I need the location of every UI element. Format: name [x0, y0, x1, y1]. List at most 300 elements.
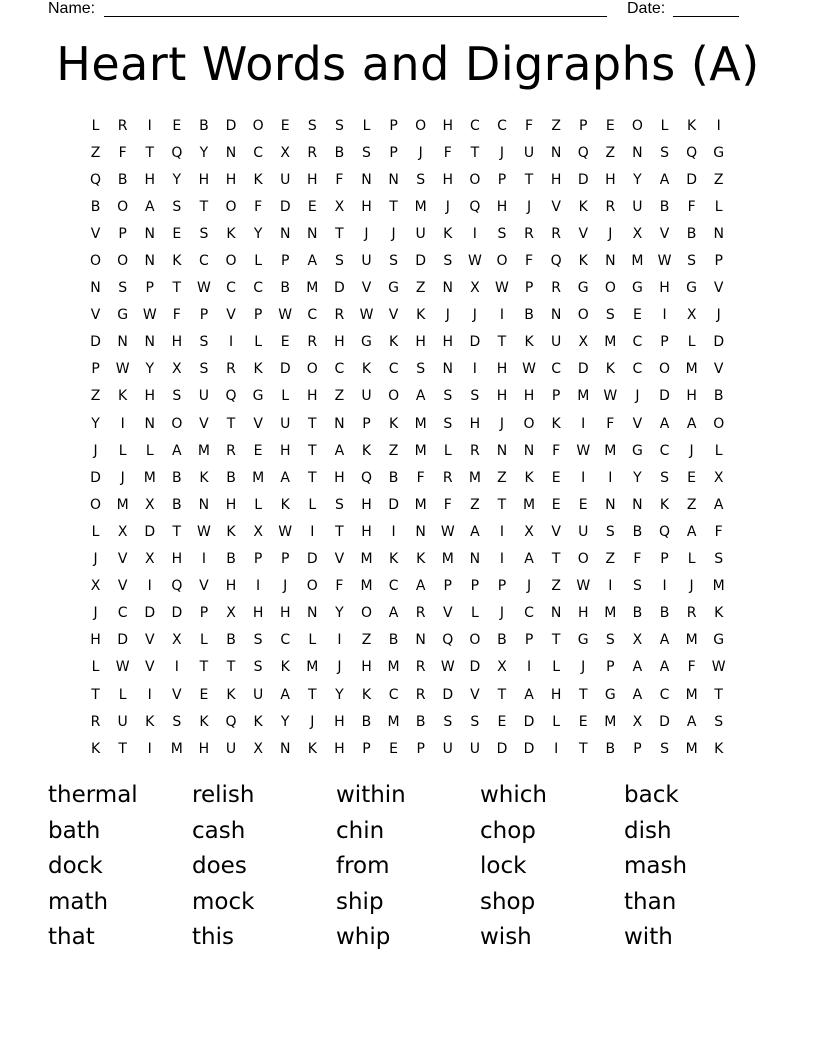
grid-cell[interactable]: M — [441, 551, 454, 568]
grid-cell[interactable]: U — [361, 253, 372, 270]
grid-cell[interactable]: W — [115, 361, 130, 378]
grid-cell[interactable]: P — [660, 334, 669, 351]
grid-cell[interactable]: I — [472, 361, 477, 378]
grid-cell[interactable]: R — [551, 225, 561, 242]
grid-cell[interactable]: A — [686, 523, 697, 540]
grid-cell[interactable]: E — [307, 198, 317, 215]
grid-cell[interactable]: V — [470, 686, 480, 703]
grid-cell[interactable]: D — [90, 334, 101, 351]
grid-cell[interactable]: J — [581, 659, 586, 676]
grid-cell[interactable]: Z — [686, 496, 697, 513]
grid-cell[interactable]: Q — [686, 144, 698, 161]
grid-cell[interactable]: D — [415, 253, 427, 270]
grid-cell[interactable]: A — [659, 659, 670, 676]
grid-cell[interactable]: C — [388, 686, 399, 703]
grid-cell[interactable]: M — [197, 442, 210, 459]
grid-cell[interactable]: E — [199, 686, 209, 703]
grid-cell[interactable]: P — [253, 307, 263, 324]
grid-cell[interactable]: S — [443, 253, 453, 270]
grid-cell[interactable]: S — [253, 659, 263, 676]
grid-cell[interactable]: I — [581, 469, 586, 486]
grid-cell[interactable]: W — [197, 280, 211, 297]
grid-cell[interactable]: P — [118, 225, 127, 242]
grid-cell[interactable]: V — [442, 605, 453, 622]
grid-cell[interactable]: J — [391, 225, 396, 242]
grid-cell[interactable]: P — [714, 253, 723, 270]
grid-cell[interactable]: I — [608, 578, 613, 595]
grid-cell[interactable]: W — [657, 253, 672, 270]
grid-cell[interactable]: H — [334, 334, 345, 351]
grid-cell[interactable]: O — [523, 415, 535, 432]
grid-cell[interactable]: D — [144, 605, 156, 622]
grid-cell[interactable]: A — [524, 551, 534, 568]
grid-cell[interactable]: V — [253, 415, 263, 432]
grid-cell[interactable]: L — [254, 253, 263, 270]
grid-cell[interactable]: J — [472, 307, 477, 324]
grid-cell[interactable]: U — [225, 740, 237, 757]
grid-cell[interactable]: T — [524, 171, 534, 188]
grid-cell[interactable]: L — [687, 551, 696, 568]
grid-cell[interactable]: M — [685, 632, 698, 649]
grid-cell[interactable]: Q — [225, 388, 237, 405]
grid-cell[interactable]: S — [389, 253, 399, 270]
grid-cell[interactable]: I — [120, 415, 125, 432]
grid-cell[interactable]: H — [415, 334, 426, 351]
grid-cell[interactable]: K — [416, 307, 426, 324]
grid-cell[interactable]: O — [713, 415, 725, 432]
grid-cell[interactable]: S — [416, 361, 426, 378]
grid-cell[interactable]: D — [225, 117, 237, 134]
grid-cell[interactable]: J — [120, 469, 125, 486]
grid-cell[interactable]: K — [253, 713, 263, 730]
grid-cell[interactable]: H — [686, 388, 697, 405]
grid-cell[interactable]: M — [523, 496, 536, 513]
grid-cell[interactable]: Y — [172, 171, 182, 188]
grid-cell[interactable]: L — [714, 198, 723, 215]
grid-cell[interactable]: L — [687, 334, 696, 351]
grid-cell[interactable]: W — [576, 578, 591, 595]
grid-cell[interactable]: D — [117, 632, 129, 649]
grid-cell[interactable]: D — [306, 551, 318, 568]
grid-cell[interactable]: H — [469, 415, 481, 432]
grid-cell[interactable]: S — [362, 144, 371, 161]
grid-cell[interactable]: M — [631, 253, 644, 270]
grid-cell[interactable]: L — [362, 117, 371, 134]
grid-cell[interactable]: T — [389, 198, 398, 215]
grid-cell[interactable]: F — [525, 253, 534, 270]
grid-cell[interactable]: V — [172, 686, 182, 703]
grid-cell[interactable]: T — [226, 415, 236, 432]
grid-cell[interactable]: F — [633, 551, 642, 568]
grid-cell[interactable]: I — [581, 415, 586, 432]
grid-cell[interactable]: M — [252, 469, 265, 486]
grid-cell[interactable]: A — [686, 713, 697, 730]
grid-cell[interactable]: S — [443, 388, 453, 405]
grid-cell[interactable]: A — [388, 605, 399, 622]
grid-cell[interactable]: L — [91, 659, 100, 676]
grid-cell[interactable]: T — [497, 686, 507, 703]
grid-cell[interactable]: N — [144, 253, 155, 270]
grid-cell[interactable]: G — [388, 280, 399, 297]
grid-cell[interactable]: W — [197, 523, 211, 540]
grid-cell[interactable]: S — [172, 198, 182, 215]
grid-cell[interactable]: D — [388, 496, 399, 513]
grid-cell[interactable]: Q — [577, 144, 589, 161]
grid-cell[interactable]: B — [226, 632, 236, 649]
grid-cell[interactable]: Y — [280, 713, 290, 730]
grid-cell[interactable]: S — [714, 551, 724, 568]
grid-cell[interactable]: R — [307, 334, 318, 351]
grid-cell[interactable]: K — [388, 551, 399, 568]
grid-cell[interactable]: Q — [659, 523, 671, 540]
grid-cell[interactable]: L — [660, 117, 669, 134]
grid-cell[interactable]: Z — [334, 388, 345, 405]
grid-cell[interactable]: D — [686, 171, 697, 188]
grid-cell[interactable]: C — [388, 361, 399, 378]
grid-cell[interactable]: P — [497, 578, 507, 595]
grid-cell[interactable]: S — [334, 117, 344, 134]
grid-cell[interactable]: J — [499, 144, 505, 161]
grid-cell[interactable]: I — [499, 307, 505, 324]
grid-cell[interactable]: H — [334, 740, 345, 757]
grid-cell[interactable]: F — [552, 442, 561, 459]
grid-cell[interactable]: X — [144, 551, 155, 568]
grid-cell[interactable]: O — [90, 253, 102, 270]
grid-cell[interactable]: Q — [469, 198, 481, 215]
grid-cell[interactable]: H — [361, 659, 372, 676]
grid-cell[interactable]: V — [144, 632, 155, 649]
grid-cell[interactable]: H — [550, 686, 562, 703]
grid-cell[interactable]: D — [334, 280, 345, 297]
grid-cell[interactable]: H — [334, 713, 345, 730]
grid-cell[interactable]: A — [632, 686, 643, 703]
grid-cell[interactable]: S — [199, 225, 209, 242]
grid-cell[interactable]: H — [225, 578, 237, 595]
grid-cell[interactable]: X — [90, 578, 101, 595]
grid-cell[interactable]: D — [90, 469, 101, 486]
grid-cell[interactable]: S — [253, 632, 263, 649]
grid-cell[interactable]: B — [632, 523, 643, 540]
grid-cell[interactable]: C — [307, 307, 318, 324]
grid-cell[interactable]: S — [605, 523, 615, 540]
grid-cell[interactable]: O — [577, 551, 589, 568]
grid-cell[interactable]: F — [118, 144, 127, 161]
grid-cell[interactable]: J — [445, 198, 450, 215]
grid-cell[interactable]: K — [361, 361, 372, 378]
grid-cell[interactable]: Q — [225, 713, 237, 730]
grid-cell[interactable]: X — [172, 361, 182, 378]
grid-cell[interactable]: H — [252, 605, 264, 622]
grid-cell[interactable]: T — [308, 686, 317, 703]
grid-cell[interactable]: T — [551, 551, 561, 568]
grid-cell[interactable]: M — [577, 388, 590, 405]
grid-cell[interactable]: I — [662, 578, 667, 595]
grid-cell[interactable]: K — [416, 551, 426, 568]
grid-cell[interactable]: U — [361, 388, 372, 405]
grid-cell[interactable]: K — [226, 686, 236, 703]
grid-cell[interactable]: I — [228, 334, 234, 351]
grid-cell[interactable]: P — [524, 280, 534, 297]
grid-cell[interactable]: K — [714, 740, 724, 757]
grid-cell[interactable]: H — [279, 442, 291, 459]
grid-cell[interactable]: W — [278, 523, 293, 540]
grid-cell[interactable]: M — [306, 280, 319, 297]
grid-cell[interactable]: I — [391, 523, 396, 540]
grid-cell[interactable]: X — [253, 740, 263, 757]
grid-cell[interactable]: T — [172, 523, 182, 540]
grid-cell[interactable]: C — [388, 578, 399, 595]
grid-cell[interactable]: N — [198, 496, 210, 513]
grid-cell[interactable]: B — [226, 551, 236, 568]
grid-cell[interactable]: Z — [713, 171, 724, 188]
grid-cell[interactable]: W — [576, 442, 591, 459]
grid-cell[interactable]: Q — [442, 632, 454, 649]
grid-cell[interactable]: J — [608, 225, 613, 242]
grid-cell[interactable]: K — [199, 713, 209, 730]
grid-cell[interactable]: G — [117, 307, 129, 324]
grid-cell[interactable]: S — [199, 361, 209, 378]
grid-cell[interactable]: T — [91, 686, 100, 703]
grid-cell[interactable]: E — [172, 117, 182, 134]
grid-cell[interactable]: K — [687, 117, 697, 134]
grid-cell[interactable]: V — [388, 307, 399, 324]
grid-cell[interactable]: C — [199, 253, 209, 270]
grid-cell[interactable]: X — [632, 632, 643, 649]
grid-cell[interactable]: N — [415, 523, 426, 540]
grid-cell[interactable]: T — [145, 144, 155, 161]
grid-cell[interactable]: O — [171, 415, 183, 432]
grid-cell[interactable]: D — [577, 361, 589, 378]
grid-cell[interactable]: K — [361, 442, 372, 459]
grid-cell[interactable]: F — [443, 496, 452, 513]
grid-cell[interactable]: J — [93, 605, 98, 622]
grid-cell[interactable]: I — [147, 117, 152, 134]
grid-cell[interactable]: Q — [171, 578, 183, 595]
grid-cell[interactable]: C — [551, 361, 562, 378]
grid-cell[interactable]: X — [117, 523, 128, 540]
date-blank-line[interactable] — [673, 16, 739, 17]
grid-cell[interactable]: G — [577, 280, 589, 297]
grid-cell[interactable]: O — [117, 253, 129, 270]
grid-cell[interactable]: I — [526, 659, 532, 676]
grid-cell[interactable]: K — [388, 415, 399, 432]
grid-cell[interactable]: N — [279, 225, 291, 242]
grid-cell[interactable]: Y — [335, 605, 344, 622]
grid-cell[interactable]: H — [361, 523, 372, 540]
grid-cell[interactable]: B — [172, 469, 182, 486]
grid-cell[interactable]: Z — [551, 578, 561, 595]
grid-cell[interactable]: W — [711, 659, 726, 676]
grid-cell[interactable]: P — [362, 740, 371, 757]
grid-cell[interactable]: V — [226, 307, 236, 324]
grid-cell[interactable]: A — [144, 198, 155, 215]
grid-cell[interactable]: I — [201, 551, 206, 568]
grid-cell[interactable]: P — [660, 551, 669, 568]
grid-cell[interactable]: S — [660, 740, 669, 757]
grid-cell[interactable]: V — [659, 225, 670, 242]
grid-cell[interactable]: H — [171, 334, 183, 351]
grid-cell[interactable]: D — [442, 686, 454, 703]
grid-cell[interactable]: K — [605, 361, 615, 378]
grid-cell[interactable]: R — [226, 361, 236, 378]
grid-cell[interactable]: E — [280, 117, 290, 134]
grid-cell[interactable]: H — [361, 198, 372, 215]
grid-cell[interactable]: U — [198, 388, 210, 405]
grid-cell[interactable]: K — [524, 469, 534, 486]
grid-cell[interactable]: N — [144, 415, 155, 432]
grid-cell[interactable]: L — [254, 334, 263, 351]
grid-cell[interactable]: A — [415, 388, 426, 405]
grid-cell[interactable]: M — [116, 496, 129, 513]
grid-cell[interactable]: K — [226, 523, 236, 540]
grid-cell[interactable]: K — [714, 605, 724, 622]
grid-cell[interactable]: O — [306, 361, 318, 378]
grid-cell[interactable]: M — [604, 334, 617, 351]
grid-cell[interactable]: P — [579, 117, 588, 134]
grid-cell[interactable]: Y — [145, 361, 155, 378]
grid-cell[interactable]: F — [254, 198, 263, 215]
grid-cell[interactable]: P — [91, 361, 100, 378]
grid-cell[interactable]: R — [307, 144, 318, 161]
grid-cell[interactable]: O — [496, 253, 508, 270]
grid-cell[interactable]: T — [497, 496, 507, 513]
grid-cell[interactable]: S — [199, 334, 209, 351]
grid-cell[interactable]: P — [633, 740, 642, 757]
grid-cell[interactable]: H — [144, 171, 155, 188]
grid-cell[interactable]: H — [496, 198, 508, 215]
grid-cell[interactable]: H — [496, 388, 508, 405]
grid-cell[interactable]: P — [362, 415, 371, 432]
grid-cell[interactable]: O — [604, 280, 616, 297]
grid-cell[interactable]: X — [172, 632, 182, 649]
grid-cell[interactable]: O — [225, 253, 237, 270]
grid-cell[interactable]: S — [605, 307, 615, 324]
grid-cell[interactable]: S — [172, 713, 182, 730]
grid-cell[interactable]: P — [551, 388, 561, 405]
grid-cell[interactable]: N — [307, 605, 318, 622]
grid-cell[interactable]: H — [334, 469, 345, 486]
grid-cell[interactable]: F — [525, 117, 534, 134]
grid-cell[interactable]: Y — [633, 469, 642, 486]
grid-cell[interactable]: C — [497, 117, 507, 134]
grid-cell[interactable]: H — [198, 171, 210, 188]
grid-cell[interactable]: U — [469, 740, 480, 757]
grid-cell[interactable]: O — [117, 198, 129, 215]
grid-cell[interactable]: O — [225, 198, 237, 215]
grid-cell[interactable]: C — [469, 117, 480, 134]
grid-cell[interactable]: L — [281, 388, 290, 405]
grid-cell[interactable]: N — [415, 632, 426, 649]
grid-cell[interactable]: S — [334, 253, 344, 270]
grid-cell[interactable]: I — [147, 578, 152, 595]
grid-cell[interactable]: H — [307, 171, 318, 188]
grid-cell[interactable]: X — [686, 307, 697, 324]
grid-cell[interactable]: M — [604, 713, 617, 730]
grid-cell[interactable]: B — [686, 225, 697, 242]
grid-cell[interactable]: L — [91, 523, 100, 540]
grid-cell[interactable]: S — [443, 713, 453, 730]
grid-cell[interactable]: R — [605, 198, 616, 215]
grid-cell[interactable]: B — [713, 388, 724, 405]
grid-cell[interactable]: P — [389, 144, 398, 161]
grid-cell[interactable]: T — [308, 469, 317, 486]
grid-cell[interactable]: L — [145, 442, 154, 459]
grid-cell[interactable]: J — [445, 307, 450, 324]
grid-cell[interactable]: P — [389, 117, 398, 134]
grid-cell[interactable]: I — [716, 117, 721, 134]
grid-cell[interactable]: G — [631, 442, 643, 459]
grid-cell[interactable]: H — [225, 496, 237, 513]
grid-cell[interactable]: F — [416, 469, 425, 486]
grid-cell[interactable]: M — [387, 713, 400, 730]
grid-cell[interactable]: S — [470, 713, 480, 730]
grid-cell[interactable]: F — [172, 307, 181, 324]
grid-cell[interactable]: C — [280, 632, 291, 649]
grid-cell[interactable]: Z — [497, 469, 507, 486]
grid-cell[interactable]: S — [497, 225, 507, 242]
grid-cell[interactable]: C — [117, 605, 128, 622]
grid-cell[interactable]: Q — [550, 253, 562, 270]
grid-cell[interactable]: J — [364, 225, 369, 242]
grid-cell[interactable]: D — [523, 740, 535, 757]
grid-cell[interactable]: E — [389, 740, 398, 757]
grid-cell[interactable]: L — [254, 496, 263, 513]
grid-cell[interactable]: M — [360, 578, 373, 595]
grid-cell[interactable]: X — [144, 496, 155, 513]
grid-cell[interactable]: Q — [360, 469, 372, 486]
grid-cell[interactable]: Y — [633, 171, 642, 188]
grid-cell[interactable]: N — [388, 171, 399, 188]
grid-cell[interactable]: A — [713, 496, 724, 513]
grid-cell[interactable]: O — [252, 117, 264, 134]
grid-cell[interactable]: C — [659, 442, 670, 459]
grid-cell[interactable]: G — [631, 280, 643, 297]
grid-cell[interactable]: U — [415, 225, 426, 242]
grid-cell[interactable]: P — [280, 551, 290, 568]
grid-cell[interactable]: H — [523, 388, 535, 405]
grid-cell[interactable]: S — [334, 496, 344, 513]
grid-cell[interactable]: C — [334, 361, 345, 378]
grid-cell[interactable]: B — [361, 713, 372, 730]
grid-cell[interactable]: B — [632, 605, 643, 622]
grid-cell[interactable]: K — [578, 198, 588, 215]
grid-cell[interactable]: O — [306, 578, 318, 595]
grid-cell[interactable]: T — [578, 740, 588, 757]
grid-cell[interactable]: I — [174, 659, 179, 676]
grid-cell[interactable]: F — [714, 523, 723, 540]
grid-cell[interactable]: B — [659, 605, 670, 622]
grid-cell[interactable]: N — [550, 307, 562, 324]
grid-cell[interactable]: O — [631, 117, 643, 134]
grid-cell[interactable]: K — [443, 225, 453, 242]
grid-cell[interactable]: X — [280, 144, 290, 161]
grid-cell[interactable]: W — [440, 523, 455, 540]
grid-cell[interactable]: M — [360, 551, 373, 568]
grid-cell[interactable]: B — [605, 740, 616, 757]
grid-cell[interactable]: M — [414, 198, 427, 215]
grid-cell[interactable]: P — [497, 171, 507, 188]
grid-cell[interactable]: N — [550, 605, 562, 622]
grid-cell[interactable]: U — [117, 713, 128, 730]
grid-cell[interactable]: L — [200, 632, 208, 649]
grid-cell[interactable]: B — [659, 198, 670, 215]
grid-cell[interactable]: B — [226, 469, 236, 486]
grid-cell[interactable]: A — [470, 523, 480, 540]
grid-cell[interactable]: H — [605, 171, 616, 188]
grid-cell[interactable]: A — [659, 632, 670, 649]
grid-cell[interactable]: M — [143, 469, 156, 486]
grid-cell[interactable]: K — [199, 469, 209, 486]
